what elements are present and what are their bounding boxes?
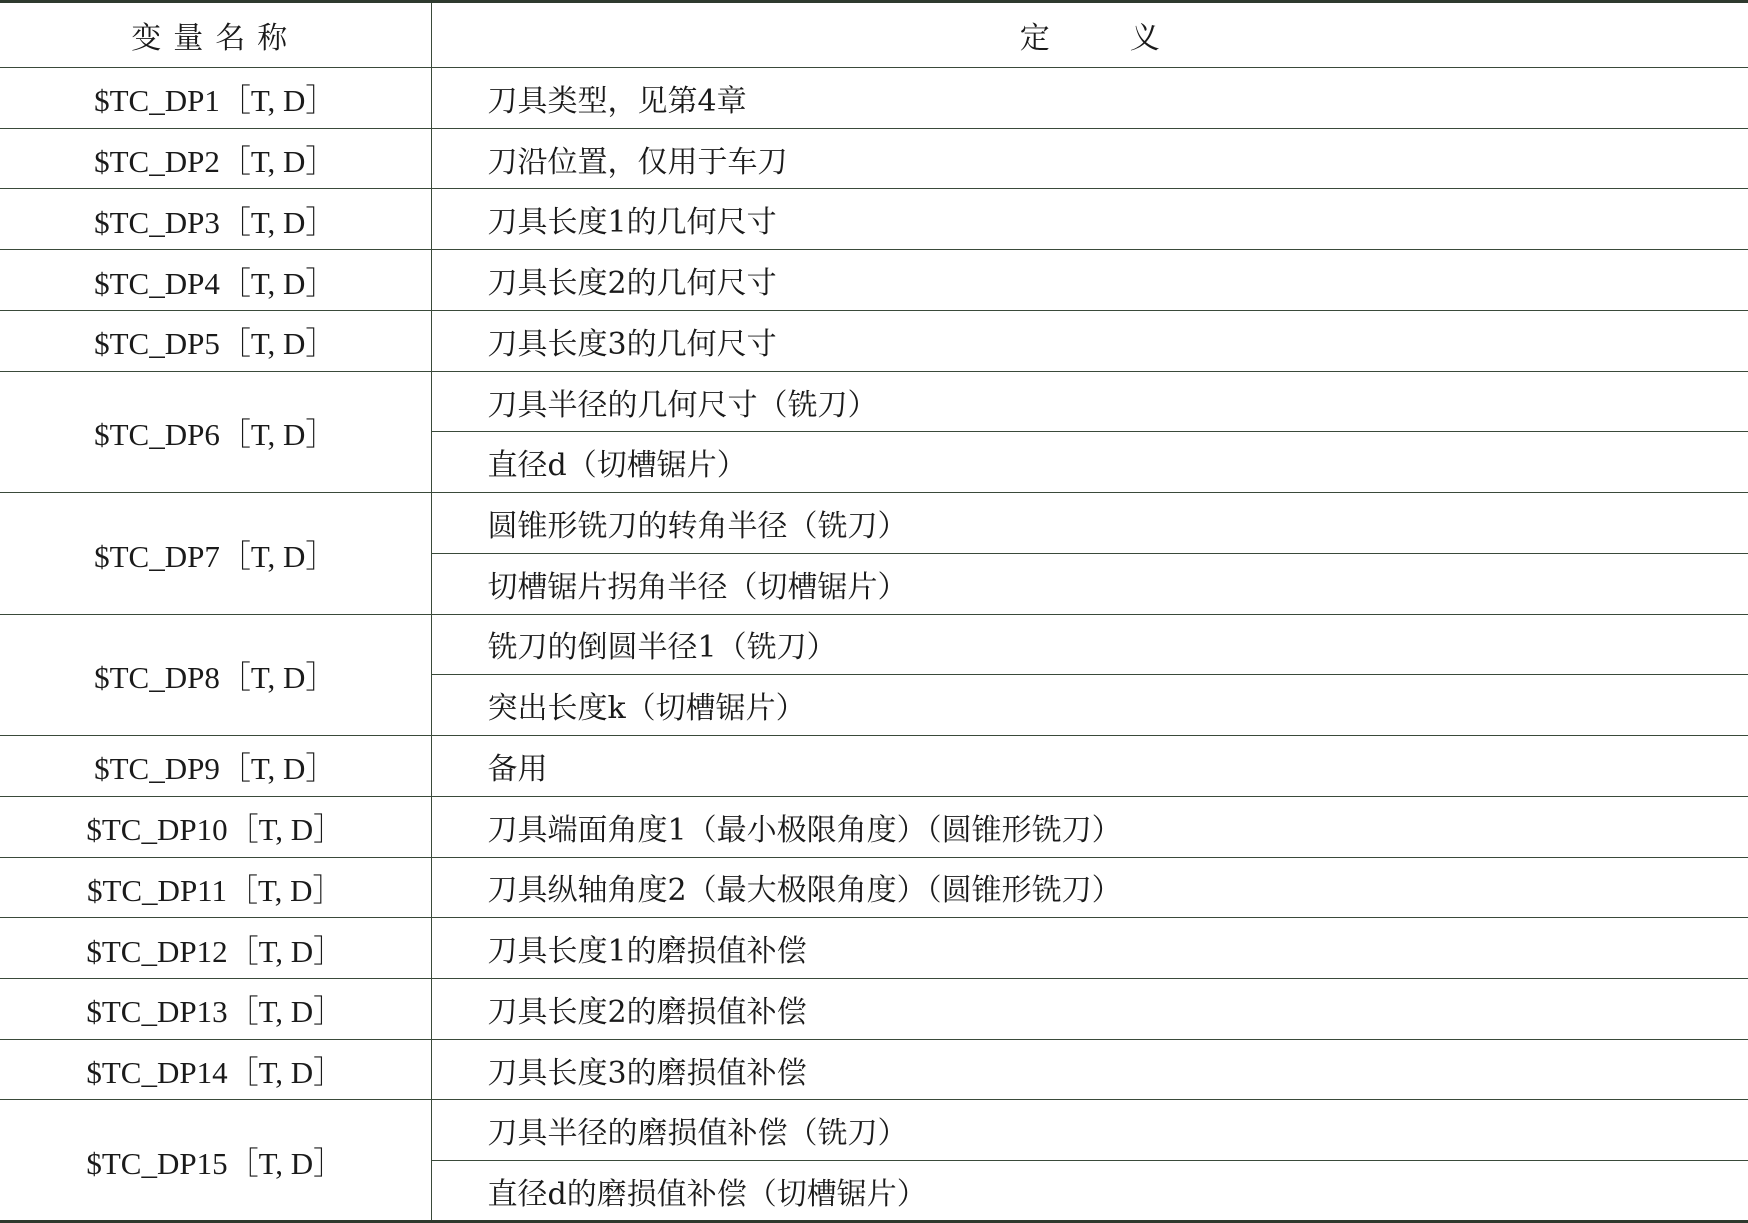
definition-cell: 刀具半径的几何尺寸（铣刀）: [431, 371, 1748, 432]
table-row: [0, 250, 1748, 311]
definition-cell: 铣刀的倒圆半径1（铣刀）: [431, 614, 1748, 675]
header-definition-char-1: 定: [1019, 21, 1050, 56]
header-definition: [431, 2, 1748, 68]
definition-cell: 切槽锯片拐角半径（切槽锯片）: [431, 553, 1748, 614]
definition-cell: 刀具长度2的几何尺寸: [431, 250, 1748, 311]
definition-cell: 刀具长度1的几何尺寸: [431, 189, 1748, 250]
table-row: [0, 68, 1748, 129]
definition-cell: 直径d（切槽锯片）: [431, 432, 1748, 493]
table-row: [0, 371, 1748, 432]
variable-name-cell: $TC_DP7［T, D］: [0, 493, 431, 614]
definition-cell: 刀具长度3的磨损值补偿: [431, 1039, 1748, 1100]
header-definition-label: [1020, 21, 1160, 56]
definition-cell: 刀具纵轴角度2（最大极限角度）（圆锥形铣刀）: [431, 857, 1748, 918]
definition-cell: 备用: [431, 736, 1748, 797]
table-row: [0, 796, 1748, 857]
table-row: [0, 1039, 1748, 1100]
variable-name-cell: $TC_DP9［T, D］: [0, 736, 431, 797]
variable-name-cell: $TC_DP14［T, D］: [0, 1039, 431, 1100]
table-body: [0, 68, 1748, 1222]
table-row: [0, 1100, 1748, 1161]
definition-cell: 刀沿位置，仅用于车刀: [431, 128, 1748, 189]
definition-cell: 刀具类型，见第4章: [431, 68, 1748, 129]
definition-cell: 刀具长度1的磨损值补偿: [431, 918, 1748, 979]
variable-name-cell: $TC_DP2［T, D］: [0, 128, 431, 189]
table-row: [0, 310, 1748, 371]
table-row: [0, 493, 1748, 554]
table-row: [0, 979, 1748, 1040]
table-row: [0, 128, 1748, 189]
definition-cell: 刀具长度2的磨损值补偿: [431, 979, 1748, 1040]
table-row: [0, 857, 1748, 918]
variable-name-cell: $TC_DP11［T, D］: [0, 857, 431, 918]
definition-cell: 直径d的磨损值补偿（切槽锯片）: [431, 1161, 1748, 1222]
definition-cell: 刀具端面角度1（最小极限角度）（圆锥形铣刀）: [431, 796, 1748, 857]
table-row: [0, 614, 1748, 675]
table-row: [0, 189, 1748, 250]
definition-cell: 刀具长度3的几何尺寸: [431, 310, 1748, 371]
variable-name-cell: $TC_DP12［T, D］: [0, 918, 431, 979]
variable-name-cell: $TC_DP15［T, D］: [0, 1100, 431, 1222]
definition-cell: 突出长度k（切槽锯片）: [431, 675, 1748, 736]
variable-name-cell: $TC_DP1［T, D］: [0, 68, 431, 129]
variable-name-cell: $TC_DP6［T, D］: [0, 371, 431, 492]
definition-cell: 圆锥形铣刀的转角半径（铣刀）: [431, 493, 1748, 554]
variable-name-cell: $TC_DP10［T, D］: [0, 796, 431, 857]
variable-name-cell: $TC_DP8［T, D］: [0, 614, 431, 735]
variable-name-cell: $TC_DP13［T, D］: [0, 979, 431, 1040]
definition-cell: 刀具半径的磨损值补偿（铣刀）: [431, 1100, 1748, 1161]
header-definition-char-2: 义: [1129, 21, 1160, 56]
variable-name-cell: $TC_DP4［T, D］: [0, 250, 431, 311]
variable-name-cell: $TC_DP3［T, D］: [0, 189, 431, 250]
header-variable-name: [0, 2, 431, 68]
table-row: [0, 918, 1748, 979]
header-variable-name-label: 变量名称: [131, 21, 300, 56]
variable-name-cell: $TC_DP5［T, D］: [0, 310, 431, 371]
table-header-row: [0, 2, 1748, 68]
table-row: [0, 736, 1748, 797]
